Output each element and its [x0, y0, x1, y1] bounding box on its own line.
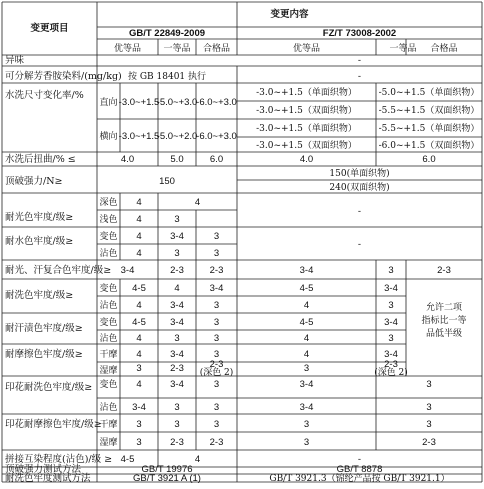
- value-cell: 3-4: [170, 349, 184, 360]
- sub-label: 横向: [99, 132, 118, 142]
- value-cell: 3: [213, 333, 220, 344]
- value-cell: 2-3: [209, 265, 224, 276]
- value-cell: 3: [213, 231, 220, 242]
- value-cell: 按 GB 18401 执行: [127, 72, 207, 82]
- sub-label: 变色: [99, 284, 118, 294]
- value-cell: 3-4: [299, 402, 314, 413]
- value-cell: 4-5: [299, 317, 314, 328]
- value-note: (深色 2): [199, 368, 234, 378]
- value-cell: 4: [136, 349, 142, 360]
- value-cell: 4: [174, 283, 180, 294]
- value-cell: -: [357, 239, 362, 250]
- header-change-content: 变更内容: [270, 9, 309, 20]
- header-grade: 优等品: [292, 44, 321, 54]
- row-label: 顶破强力/N≥: [5, 176, 63, 187]
- row-label: 耐摩擦色牢度/级≥: [5, 349, 83, 360]
- value-cell: 4: [136, 379, 142, 390]
- value-cell: 3: [303, 437, 310, 448]
- value-cell: -6.0~+1.5（双面织物）: [378, 141, 480, 151]
- value-cell: -3.0~+1.5（双面织物）: [256, 106, 357, 116]
- value-cell: 4: [136, 197, 142, 208]
- sub-label: 变色: [99, 318, 118, 328]
- value-cell: 4-5: [299, 283, 314, 294]
- row-label: 水洗尺寸变化率/%: [5, 90, 84, 101]
- value-cell: 3: [388, 265, 394, 276]
- value-cell: 6.0: [209, 154, 224, 165]
- value-cell: -6.0~+3.0: [196, 131, 237, 142]
- value-note: (深色 2): [374, 368, 408, 378]
- value-cell: -: [357, 454, 362, 465]
- value-cell: GB/T 3921.3（锦纶产品按 GB/T 3921.1）: [269, 474, 450, 484]
- allow-note-line: 品低半级: [425, 329, 463, 339]
- sub-label: 沾色: [99, 249, 118, 259]
- value-cell: 4: [303, 333, 310, 344]
- value-cell: -5.5~+1.5（双面织物）: [378, 106, 480, 116]
- value-cell: 3: [174, 214, 180, 225]
- header-grade: 合格品: [202, 44, 231, 54]
- row-label: 耐洗色牢度测试方法: [5, 473, 91, 484]
- value-cell: 3: [213, 248, 220, 259]
- value-cell: 150(单面织物): [329, 169, 390, 179]
- value-cell: 3: [426, 419, 432, 430]
- sub-label: 深色: [99, 198, 118, 208]
- value-cell: 3: [213, 419, 220, 430]
- value-cell: 6.0: [422, 154, 436, 165]
- value-cell: -3.0~+1.5: [118, 131, 160, 142]
- value-cell: 3-4: [299, 379, 314, 390]
- value-cell: 3-4: [384, 349, 398, 360]
- value-cell: 3: [303, 419, 310, 430]
- value-cell: 3: [388, 333, 394, 344]
- value-cell: -5.5~+1.5（单面织物）: [378, 124, 480, 134]
- value-cell: -6.0~+3.0: [196, 97, 237, 108]
- header-item: 变更项目: [30, 23, 69, 34]
- allow-note-line: 指标比一等: [421, 316, 467, 326]
- value-cell: 4: [136, 231, 142, 242]
- sub-label: 浅色: [99, 215, 118, 225]
- sub-label: 沾色: [99, 403, 118, 413]
- row-label: 耐洗色牢度/级≥: [5, 290, 74, 301]
- value-cell: 2-3: [209, 359, 224, 370]
- header-grade: 合格品: [430, 44, 458, 54]
- value-cell: -3.0~+1.5（单面织物）: [256, 124, 357, 134]
- header-standard-b: FZ/T 73008-2002: [322, 28, 397, 39]
- sub-label: 变色: [99, 232, 118, 242]
- value-cell: 4.0: [120, 154, 135, 165]
- value-cell: 3-4: [384, 283, 398, 294]
- value-cell: 4: [136, 214, 142, 225]
- value-cell: 4: [194, 197, 201, 208]
- value-cell: 3: [136, 363, 142, 374]
- sub-label: 干摩: [99, 420, 118, 430]
- value-cell: 2-3: [422, 437, 436, 448]
- value-cell: 2-3: [170, 265, 184, 276]
- value-cell: 2-3: [437, 265, 451, 276]
- sub-label: 变色: [99, 380, 118, 390]
- value-cell: GB/T 19976: [141, 464, 193, 475]
- value-cell: 2-3: [170, 437, 184, 448]
- value-cell: 240(双面织物): [329, 183, 390, 193]
- value-cell: 4: [303, 349, 310, 360]
- header-grade: 一等品: [163, 44, 191, 54]
- value-cell: GB/T 3921 A (1): [133, 473, 201, 484]
- value-cell: 3-4: [120, 265, 135, 276]
- value-cell: 3: [174, 402, 180, 413]
- value-cell: -: [357, 206, 362, 217]
- sub-label: 直向: [99, 98, 118, 108]
- row-label: 耐汗渍色牢度/级≥: [5, 323, 83, 334]
- value-cell: 3: [388, 300, 394, 311]
- value-cell: 4.0: [299, 154, 314, 165]
- value-cell: 4: [136, 248, 142, 259]
- value-cell: GB/T 8878: [336, 464, 383, 475]
- value-cell: 3-4: [170, 300, 184, 311]
- value-cell: -3.0~+1.5（双面织物）: [256, 141, 357, 151]
- row-label: 可分解芳香胺染料/(mg/kg): [5, 71, 122, 82]
- row-label: 异味: [5, 55, 25, 66]
- row-label: 印花耐洗色牢度/级≥: [5, 382, 93, 393]
- value-cell: 5.0: [170, 154, 184, 165]
- value-cell: -: [357, 71, 362, 82]
- row-label: 顶破强力测试方法: [5, 464, 82, 475]
- value-cell: -3.0~+1.5: [118, 97, 160, 108]
- value-cell: 3: [136, 437, 142, 448]
- sub-label: 沾色: [99, 334, 118, 344]
- value-cell: -3.0~+1.5（单面织物）: [256, 88, 357, 98]
- value-cell: 3: [303, 363, 310, 374]
- header-standard-a: GB/T 22849-2009: [128, 28, 206, 39]
- sub-label: 沾色: [99, 301, 118, 311]
- value-cell: 4: [303, 300, 310, 311]
- value-cell: 3: [213, 402, 220, 413]
- value-cell: 2-3: [170, 363, 184, 374]
- row-label: 耐水色牢度/级≥: [5, 236, 74, 247]
- value-cell: -: [357, 55, 362, 66]
- value-cell: 4-5: [132, 317, 146, 328]
- value-cell: -5.0~+1.5（单面织物）: [378, 88, 480, 98]
- value-cell: 3-4: [170, 231, 184, 242]
- value-cell: 3: [213, 300, 220, 311]
- value-cell: 3: [213, 379, 220, 390]
- value-cell: 3: [213, 317, 220, 328]
- value-cell: 3-4: [299, 265, 314, 276]
- sub-label: 湿摩: [99, 366, 118, 376]
- value-cell: 3-4: [384, 317, 398, 328]
- value-cell: 3-4: [170, 379, 184, 390]
- value-cell: -5.0~+2.0: [156, 131, 198, 142]
- sub-label: 干摩: [99, 350, 118, 360]
- value-cell: 4: [136, 300, 142, 311]
- value-cell: 3: [426, 402, 432, 413]
- row-label: 印花耐摩擦色牢度/级≥: [5, 419, 102, 430]
- row-label: 耐光色牢度/级≥: [5, 212, 74, 223]
- sub-label: 湿摩: [99, 438, 118, 448]
- table-cells: [5, 8, 479, 484]
- value-cell: 3-4: [209, 283, 224, 294]
- allow-note-line: 允许二项: [425, 303, 463, 313]
- value-cell: 3-4: [170, 317, 184, 328]
- row-label: 耐光、汗复合色牢度/级≥: [5, 265, 112, 276]
- row-label: 水洗后扭曲/% ≤: [5, 154, 76, 165]
- value-cell: 4: [194, 454, 201, 465]
- value-cell: 3: [174, 333, 180, 344]
- value-cell: 4: [136, 333, 142, 344]
- value-cell: 150: [159, 176, 175, 187]
- header-grade: 优等品: [113, 44, 142, 54]
- row-label: 拼接互染程度(沾色)/级 ≥: [5, 454, 113, 465]
- header-grade: 一等品: [389, 44, 417, 54]
- value-cell: 3: [426, 379, 432, 390]
- value-cell: 3: [174, 419, 180, 430]
- value-cell: 3-4: [132, 402, 146, 413]
- value-cell: 3: [136, 419, 142, 430]
- value-cell: 3: [174, 248, 180, 259]
- value-cell: 3: [213, 349, 220, 360]
- value-cell: 4-5: [132, 283, 146, 294]
- value-cell: -5.0~+3.0: [156, 97, 198, 108]
- value-cell: 2-3: [209, 437, 224, 448]
- value-cell: 4-5: [120, 454, 135, 465]
- value-cell: 2-3: [384, 359, 398, 370]
